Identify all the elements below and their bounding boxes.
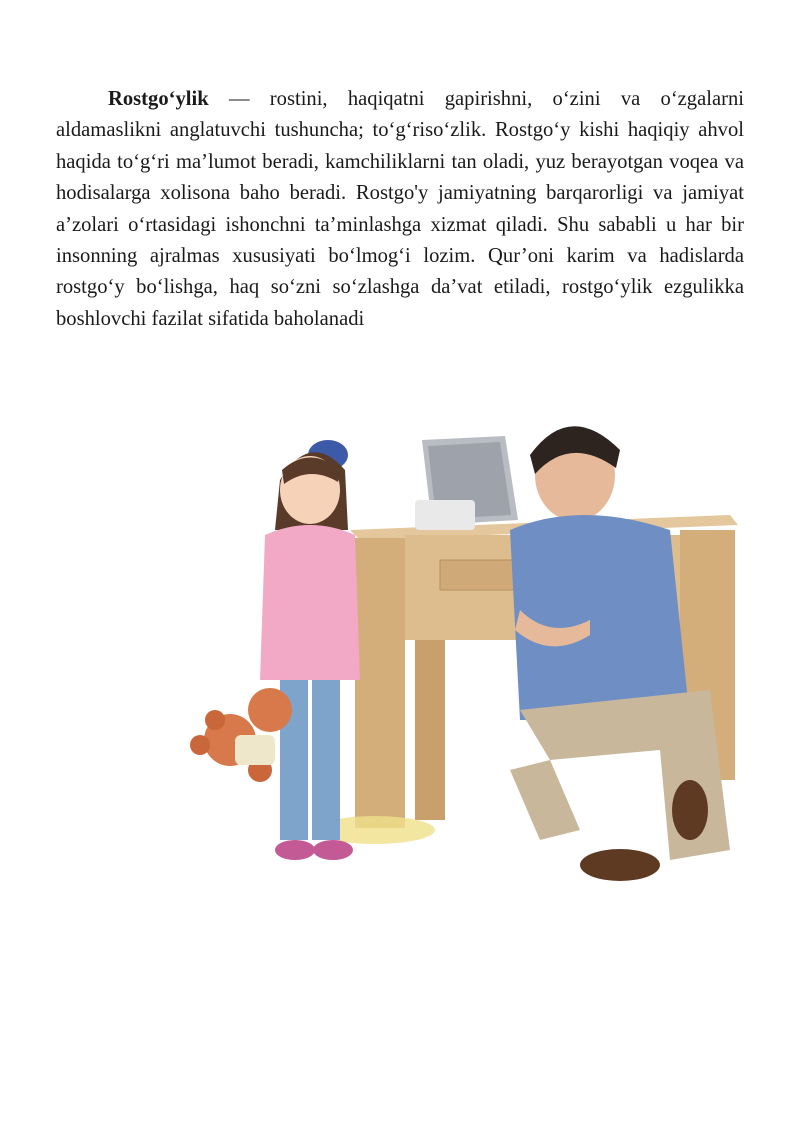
body-paragraph (56, 84, 744, 335)
girl (260, 440, 360, 860)
definition-text: — rostini, haqiqatni gapirishni, o‘zini va o‘zgalarni aldamaslikni anglatuvchi tushuncha; to‘g‘riso‘zlik. Rostgo‘y kishi haqiqiy ahvol haqida to‘g‘ri ma’lumot beradi, kamchiliklarni tan oladi, yuz berayotgan voqea va hodisalarga xolisona baho beradi. Rostgo'y jamiyatning barqarorligi va jamiyat a’zolari o‘rtasidagi ishonchni ta’minlashga xizmat qiladi. Shu sababli u har bir insonning ajralmas xususiyati bo‘lmog‘i lozim. Qur’oni karim va hadislarda rostgo‘y bo‘lishga, haq so‘zni so‘zlashga da’vat etiladi, rostgo‘ylik ezgulikka boshlovchi fazilat sifatida baholanadi (56, 88, 744, 330)
laptop (415, 436, 518, 530)
illustration (170, 390, 770, 910)
term-heading: Rostgo‘ylik (108, 88, 209, 110)
toy-bear (190, 688, 292, 782)
